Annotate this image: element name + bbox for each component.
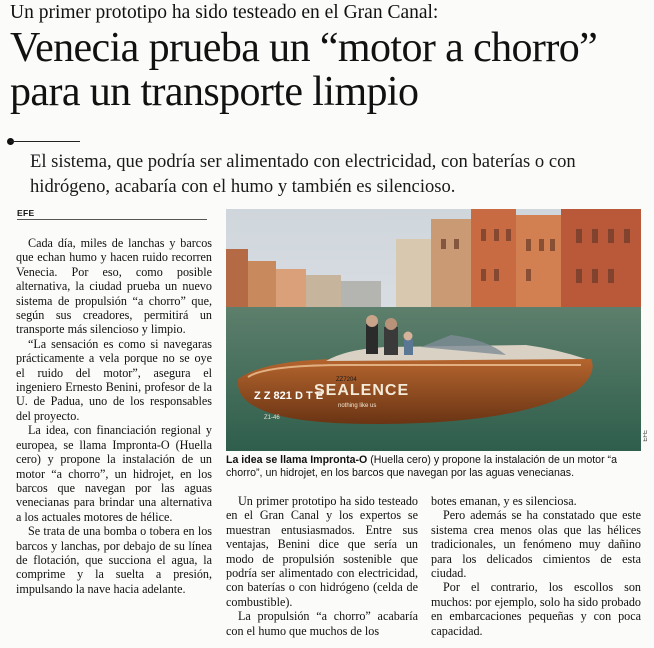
paragraph: Cada día, miles de lanchas y barcos que echan humo y hacen ruido recorren Venecia. Por eso, como posible alternativa, la ciudad prueba un nuevo sistema de propulsión “a chorro” que, según sus creadores, permitirá un transporte más silencioso y limpio. [16,236,212,337]
paragraph: La idea, con financiación regional y europea, se llama Impronta-O (Huella cero) y propone la instalación de un motor “a chorro”, un hidrojet, en los barcos que navegan por las aguas venecianas para brindar una alternativa a los actuales motores de hélice. [16,423,212,524]
photo-credit: EFE [643,430,649,442]
agency-byline: EFE [17,208,35,218]
body-column-3 [431,494,641,638]
kicker: Un primer prototipo ha sido testeado en el Gran Canal: [10,2,439,23]
paragraph: Un primer prototipo ha sido testeado en el Gran Canal y los expertos se muestran entusiasmados. Entre sus ventajas, Benini dice que sería un modo de propulsión sostenible que podría ser alimentado con electricidad, con baterías o con hidrógeno (celda de combustible). [226,494,418,609]
body-column-2 [226,494,418,638]
photo-caption [226,454,646,480]
paragraph: Se trata de una bomba o tobera en los barcos y lanchas, por debajo de su línea de flotación, que succiona el agua, la comprime y la suelta a presión, impulsando la nave hacia adelante. [16,524,212,596]
dek: El sistema, que podría ser alimentado con electricidad, con baterías o con hidrógeno, acabaría con el humo y también es silencioso. [30,151,576,197]
paragraph: Pero además se ha constatado que este sistema crea menos olas que las hélices tradicionales, un fenómeno muy dañino para los delicados cimientos de esta ciudad. [431,508,641,581]
caption-lead: La idea se llama Impronta-O [226,454,368,466]
rule-line [10,141,80,142]
boat-brand: SEALENCE [314,382,410,399]
headline: Venecia prueba un “motor a chorro” para un transporte limpio [10,25,598,115]
article-photo [226,209,641,451]
paragraph: Por el contrario, los escollos son muchos: por ejemplo, solo ha sido probado en embarcaciones pequeñas y con poca capacidad. [431,580,641,638]
boat-mark: Z1-46 [264,415,280,421]
boat-registration: Z Z 821 D T E [254,390,324,402]
paragraph: La propulsión “a chorro” acabaría con el humo que muchos de los [226,609,418,638]
boat-plate-small: ZZ7204 [336,377,357,383]
caption-text: (Huella cero) y propone la instalación de un motor “a chorro”, un hidrojet, en los barcos que navegan por las aguas venecianas. [226,454,617,479]
paragraph: “La sensación es como si navegaras prácticamente a vela porque no se oye el ruido del motor”, asegura el ingeniero Ernesto Benini, profesor de la U. de Padua, uno de los responsables del proyecto. [16,336,212,423]
body-column-1 [16,236,212,596]
boat-photo-illustration [226,209,641,451]
paragraph: botes emanan, y es silenciosa. [431,494,577,508]
byline-rule [17,219,207,220]
boat-slogan: nothing like us [338,403,377,409]
